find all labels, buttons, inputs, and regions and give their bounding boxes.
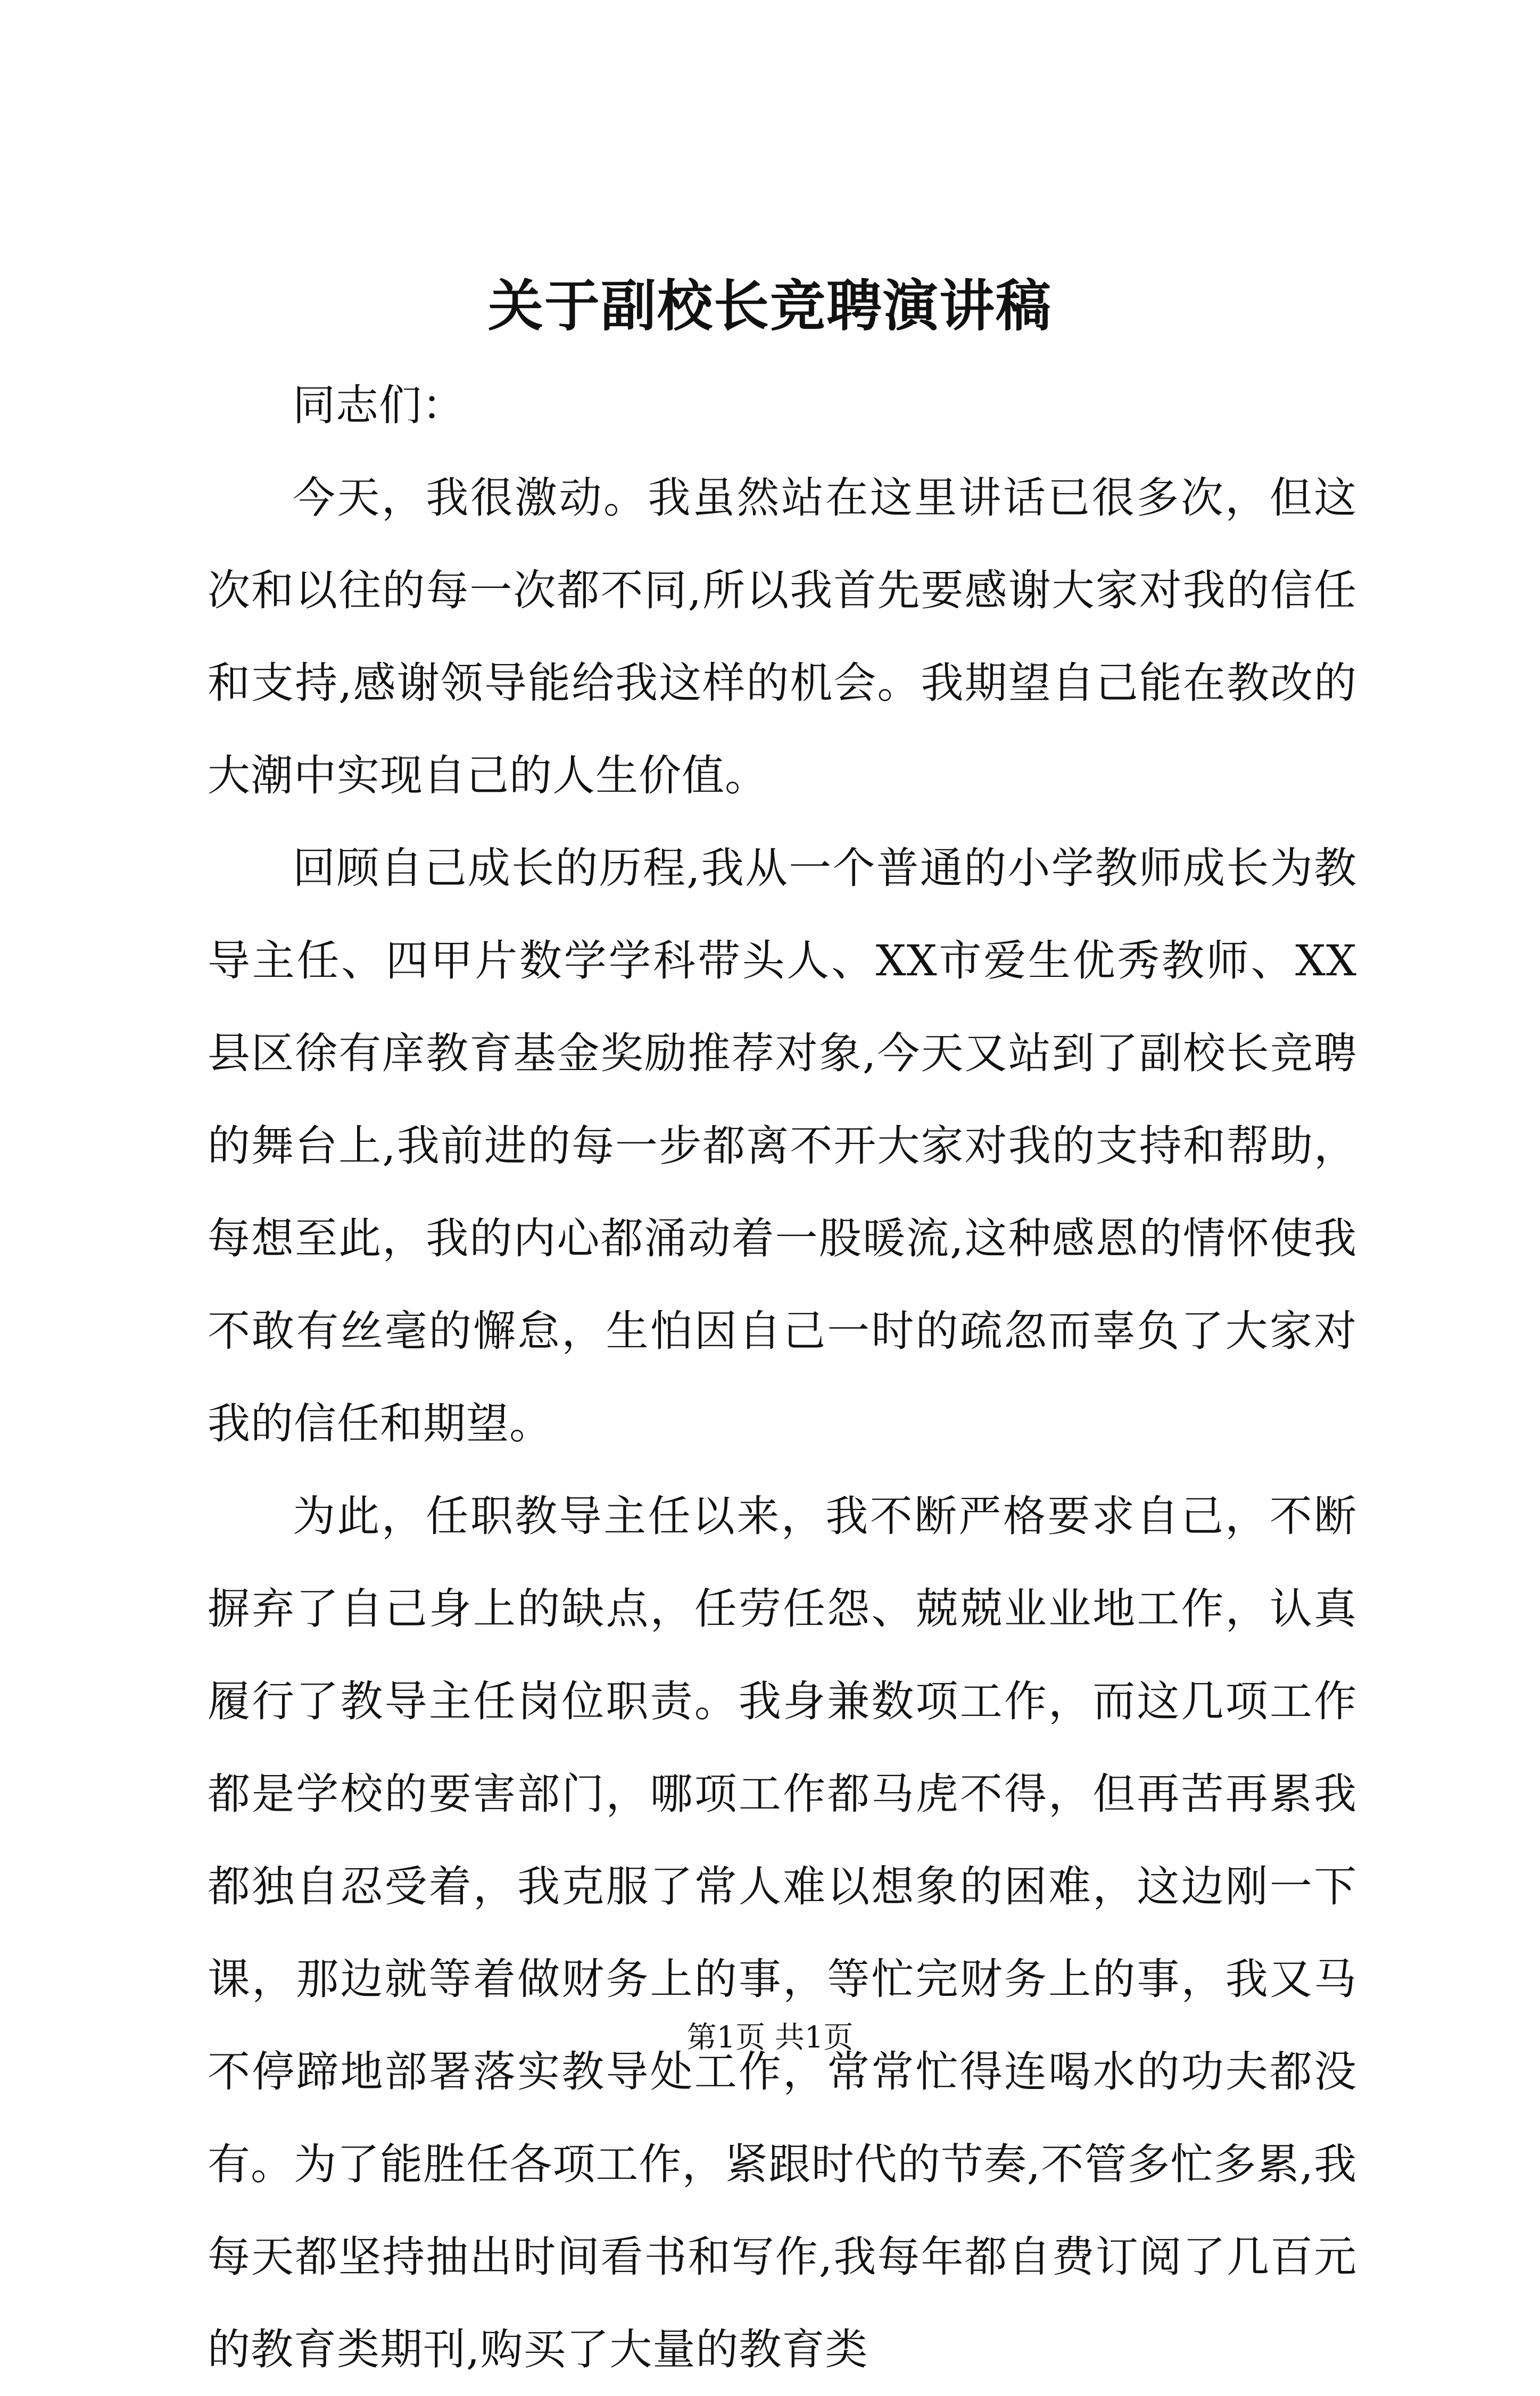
body-paragraph: 为此，任职教导主任以来，我不断严格要求自己，不断摒弃了自己身上的缺点，任劳任怨、兢兢业业地工作，认真履行了教导主任岗位职责。我身兼数项工作，而这几项工作都是学校的要害部门，哪项工作都马虎不得，但再苦再累我都独自忍受着，我克服了常人难以想象的困难，这边刚一下课，那边就等着做财务上的事，等忙完财务上的事，我又马不停蹄地部署落实教导处工作，常常忙得连喝水的功夫都没有。为了能胜任各项工作，紧跟时代的节奏,不管多忙多累,我每天都坚持抽出时间看书和写作,我每年都自费订阅了几百元的教育类期刊,购买了大量的教育类 xyxy=(208,1491,1357,2374)
salutation-paragraph: 同志们： xyxy=(293,380,465,430)
document-body xyxy=(208,359,1357,2396)
page-footer: 第1页 共1页 xyxy=(686,2020,854,2055)
body-paragraph: 回顾自己成长的历程,我从一个普通的小学教师成长为教导主任、四甲片数学学科带头人、XX市爱生优秀教师、XX县区徐有庠教育基金奖励推荐对象,今天又站到了副校长竞聘的舞台上,我前进的每一步都离不开大家对我的支持和帮助，每想至此，我的内心都涌动着一股暖流,这种感恩的情怀使我不敢有丝毫的懈怠，生怕因自己一时的疏忽而辜负了大家对我的信任和期望。 xyxy=(208,843,1357,1448)
document-title: 关于副校长竞聘演讲稿 xyxy=(487,273,1052,338)
body-paragraph: 今天，我很激动。我虽然站在这里讲话已很多次，但这次和以往的每一次都不同,所以我首先要感谢大家对我的信任和支持,感谢领导能给我这样的机会。我期望自己能在教改的大潮中实现自己的人生价值。 xyxy=(208,473,1357,800)
